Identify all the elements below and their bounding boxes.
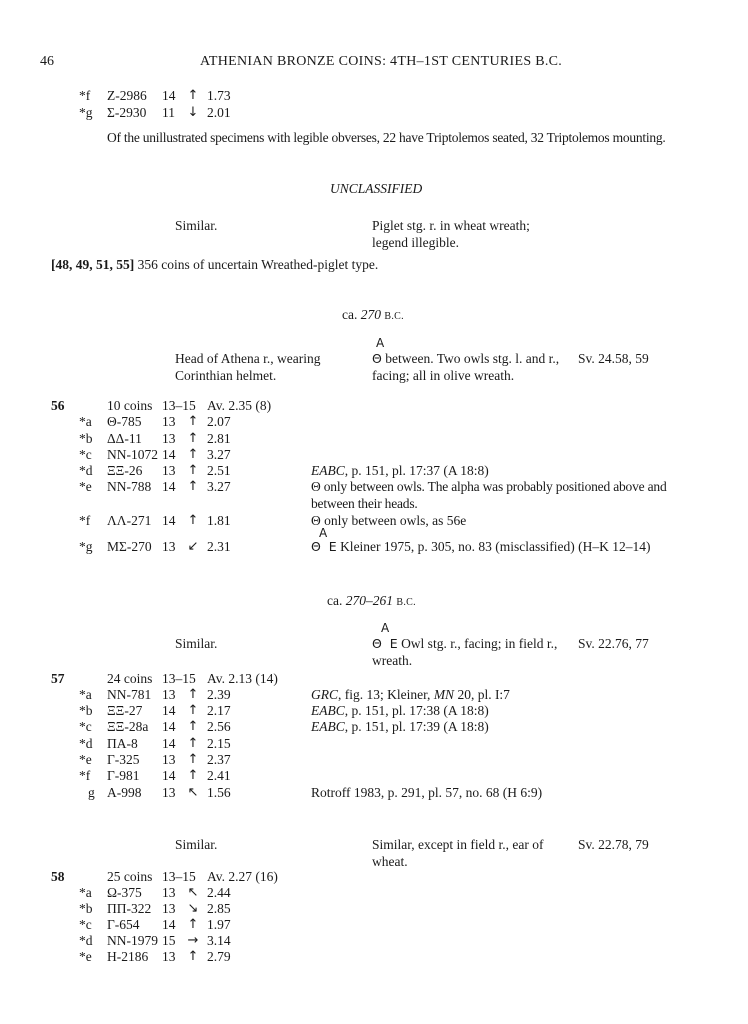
specimen-weight: 2.37 [207, 752, 231, 767]
specimen-row [0, 900, 748, 917]
die-axis-arrow-icon: ↑ [187, 736, 199, 751]
specimen-catalog: ΠΑ-8 [107, 736, 138, 751]
specimen-row [0, 413, 748, 430]
specimen-weight: 1.73 [207, 88, 231, 103]
specimen-axis: 13 [162, 752, 176, 767]
specimen-weight: 3.27 [207, 479, 231, 494]
specimen-weight: 2.85 [207, 901, 231, 916]
reference-text: , p. 151, pl. 17:39 (A 18:8) [344, 719, 489, 734]
specimen-axis: 13 [162, 785, 176, 800]
specimen-catalog: NN-788 [107, 479, 152, 494]
specimen-mark: *c [79, 719, 92, 734]
specimen-remark: Θ only between owls. The alpha was probably positioned above and between their heads. [311, 479, 667, 511]
alpha-monogram: A [319, 526, 328, 540]
specimen-mark: *e [79, 752, 92, 767]
specimen-catalog: ΔΔ-11 [107, 431, 142, 446]
specimen-row [0, 462, 748, 479]
specimen-axis: 14 [162, 479, 176, 494]
specimen-mark: *c [79, 447, 92, 462]
catalog-number: 57 [51, 671, 65, 686]
reference-text: Kleiner 1975, p. 305, no. 83 (misclassified) (H–K 12–14) [340, 539, 651, 554]
specimen-axis: 14 [162, 768, 176, 783]
die-axis-arrow-icon: ↑ [187, 447, 199, 462]
specimen-row [0, 784, 748, 801]
specimen-reference [311, 702, 489, 719]
die-axis-arrow-icon: → [187, 933, 199, 948]
publication-abbrev: EABC [311, 703, 345, 718]
specimen-row [0, 446, 748, 463]
specimen-mark: *e [79, 479, 92, 494]
theta-epsilon-monogram: Θ Ε [311, 539, 337, 554]
publication-abbrev: EABC [311, 463, 345, 478]
specimen-row [0, 538, 748, 555]
die-axis-arrow-icon: ↖ [187, 785, 199, 800]
specimen-row [0, 430, 748, 447]
svoronos-reference: Sv. 22.76, 77 [578, 636, 649, 651]
specimen-axis: 13 [162, 885, 176, 900]
publication-abbrev: GRC [311, 687, 338, 702]
specimen-row [0, 751, 748, 768]
date-value: 270–261 [345, 593, 393, 608]
die-axis-arrow-icon: ↑ [187, 752, 199, 767]
catalog-number: 58 [51, 869, 65, 884]
specimen-mark: *b [79, 901, 93, 916]
specimen-catalog: Θ-785 [107, 414, 142, 429]
specimen-row [0, 702, 748, 719]
specimen-axis: 15 [162, 933, 176, 948]
specimen-axis: 14 [162, 736, 176, 751]
coin-count: 24 coins [107, 671, 153, 686]
specimen-catalog: NN-1072 [107, 447, 158, 462]
specimen-reference [311, 718, 489, 735]
die-axis-arrow-icon: ↑ [187, 719, 199, 734]
group-summary-row [0, 868, 748, 885]
specimen-mark: *d [79, 736, 93, 751]
alpha-monogram: A [381, 621, 390, 635]
specimen-weight: 2.17 [207, 703, 231, 718]
die-axis-arrow-icon: ↑ [187, 917, 199, 932]
specimen-mark: *f [79, 513, 91, 528]
specimen-weight: 3.14 [207, 933, 231, 948]
specimen-catalog: Ω-375 [107, 885, 142, 900]
size-range: 13–15 [162, 869, 196, 884]
specimen-mark: *a [79, 885, 92, 900]
date-era: B.C. [396, 597, 416, 608]
specimen-mark: *g [79, 105, 93, 120]
specimen-weight: 1.97 [207, 917, 231, 932]
obverse-description: Head of Athena r., wearing Corinthian helmet. [175, 351, 321, 383]
theta-epsilon-monogram: Θ Ε [372, 636, 398, 651]
die-axis-arrow-icon: ↑ [187, 414, 199, 429]
group-summary-row [0, 397, 748, 414]
die-axis-arrow-icon: ↑ [187, 431, 199, 446]
specimen-catalog: ΞΞ-28a [107, 719, 149, 734]
group-summary-row [0, 670, 748, 687]
specimen-axis: 14 [162, 719, 176, 734]
die-axis-arrow-icon: ↑ [187, 687, 199, 702]
specimen-weight: 1.81 [207, 513, 231, 528]
die-axis-arrow-icon: ↑ [187, 479, 199, 494]
die-axis-arrow-icon: ↑ [187, 768, 199, 783]
specimen-reference: Rotroff 1983, p. 291, pl. 57, no. 68 (H 6:9) [311, 785, 543, 800]
specimen-catalog: Γ-654 [107, 917, 140, 932]
date-prefix: ca. [342, 307, 358, 322]
date-era: B.C. [384, 311, 404, 322]
specimen-row [0, 735, 748, 752]
specimen-axis: 14 [162, 88, 176, 103]
date-heading [327, 592, 416, 611]
specimen-catalog: ΞΞ-26 [107, 463, 143, 478]
specimen-mark: g [88, 785, 95, 800]
specimen-mark: *a [79, 687, 92, 702]
die-axis-arrow-icon: ↓ [187, 105, 199, 120]
reference-text: , fig. 13; Kleiner, [338, 687, 434, 702]
svoronos-reference: Sv. 24.58, 59 [578, 351, 649, 366]
specimen-row [0, 478, 748, 512]
catalog-number: 56 [51, 398, 65, 413]
die-axis-arrow-icon: ↑ [187, 949, 199, 964]
date-prefix: ca. [327, 593, 343, 608]
specimen-row [0, 104, 748, 121]
specimen-weight: 2.15 [207, 736, 231, 751]
reverse-text: between. Two owls stg. l. and r., facing; all in olive wreath. [372, 351, 560, 383]
die-axis-arrow-icon: ↑ [187, 88, 199, 103]
specimen-mark: *g [79, 539, 93, 554]
specimen-weight: 2.79 [207, 949, 231, 964]
reverse-description [372, 635, 567, 669]
specimen-row [0, 767, 748, 784]
specimen-axis: 14 [162, 447, 176, 462]
specimen-row [0, 87, 748, 104]
coin-count: 10 coins [107, 398, 153, 413]
date-heading [342, 306, 404, 325]
specimen-axis: 11 [162, 105, 175, 120]
specimen-weight: 1.56 [207, 785, 231, 800]
specimen-mark: *f [79, 768, 91, 783]
specimen-row [0, 932, 748, 949]
specimen-axis: 14 [162, 917, 176, 932]
specimen-catalog: NN-781 [107, 687, 152, 702]
specimen-catalog: Η-2186 [107, 949, 149, 964]
specimen-weight: 2.39 [207, 687, 231, 702]
reverse-description: Piglet stg. r. in wheat wreath; legend illegible. [372, 218, 530, 250]
reverse-text: Owl stg. r., facing; in field r., wreath. [372, 636, 558, 668]
specimen-mark: *e [79, 949, 92, 964]
specimen-row [0, 916, 748, 933]
specimen-axis: 13 [162, 687, 176, 702]
specimen-mark: *b [79, 431, 93, 446]
die-axis-arrow-icon: ↑ [187, 513, 199, 528]
specimen-row [0, 512, 748, 529]
alpha-monogram: A [376, 336, 385, 350]
reference-numbers: [48, 49, 51, 55] [51, 257, 135, 272]
specimen-weight: 2.07 [207, 414, 231, 429]
specimen-weight: 2.41 [207, 768, 231, 783]
specimen-axis: 13 [162, 414, 176, 429]
specimen-mark: *a [79, 414, 92, 429]
size-range: 13–15 [162, 671, 196, 686]
coin-count: 25 coins [107, 869, 153, 884]
specimen-axis: 13 [162, 539, 176, 554]
publication-abbrev: EABC [311, 719, 345, 734]
specimen-catalog: Σ-2930 [107, 105, 147, 120]
specimen-weight: 2.01 [207, 105, 231, 120]
specimen-reference [311, 538, 651, 555]
specimen-mark: *f [79, 88, 91, 103]
specimen-reference [311, 686, 510, 703]
specimen-mark: *d [79, 463, 93, 478]
specimen-row [0, 686, 748, 703]
average-weight: Av. 2.13 (14) [207, 671, 278, 686]
specimen-row [0, 718, 748, 735]
specimen-axis: 13 [162, 901, 176, 916]
specimen-weight: 2.31 [207, 539, 231, 554]
reference-text: , p. 151, pl. 17:37 (A 18:8) [344, 463, 489, 478]
obverse-description: Similar. [175, 218, 218, 233]
specimen-row [0, 948, 748, 965]
reverse-description: Similar, except in field r., ear of wheat. [372, 837, 544, 869]
specimen-catalog: Α-998 [107, 785, 142, 800]
obverse-description: Similar. [175, 636, 218, 651]
section-heading-unclassified: UNCLASSIFIED [330, 181, 423, 196]
specimen-weight: 2.81 [207, 431, 231, 446]
average-weight: Av. 2.35 (8) [207, 398, 272, 413]
unillustrated-note: Of the unillustrated specimens with legible obverses, 22 have Triptolemos seated, 32 Triptolemos mounting. [107, 130, 666, 145]
specimen-mark: *b [79, 703, 93, 718]
date-value: 270 [360, 307, 381, 322]
die-axis-arrow-icon: ↙ [187, 539, 199, 554]
specimen-weight: 2.56 [207, 719, 231, 734]
specimen-axis: 13 [162, 431, 176, 446]
running-title: ATHENIAN BRONZE COINS: 4TH–1ST CENTURIES B.C. [200, 54, 563, 69]
specimen-catalog: ΞΞ-27 [107, 703, 143, 718]
obverse-description: Similar. [175, 837, 218, 852]
average-weight: Av. 2.27 (16) [207, 869, 278, 884]
specimen-catalog: Γ-325 [107, 752, 140, 767]
specimen-row [0, 884, 748, 901]
specimen-catalog: Γ-981 [107, 768, 140, 783]
specimen-catalog: Z-2986 [107, 88, 147, 103]
specimen-catalog: NN-1979 [107, 933, 158, 948]
die-axis-arrow-icon: ↑ [187, 703, 199, 718]
reference-text: 20, pl. I:7 [454, 687, 510, 702]
page-number: 46 [40, 54, 54, 69]
specimen-axis: 13 [162, 949, 176, 964]
specimen-mark: *d [79, 933, 93, 948]
specimen-weight: 3.27 [207, 447, 231, 462]
theta-monogram: Θ [372, 351, 382, 366]
uncertain-type-note [51, 256, 378, 273]
publication-abbrev: MN [433, 687, 455, 702]
reference-text: , p. 151, pl. 17:38 (A 18:8) [344, 703, 489, 718]
size-range: 13–15 [162, 398, 196, 413]
specimen-weight: 2.51 [207, 463, 231, 478]
reverse-description [372, 350, 567, 384]
specimen-catalog: ΠΠ-322 [107, 901, 152, 916]
die-axis-arrow-icon: ↖ [187, 885, 199, 900]
specimen-reference [311, 462, 489, 479]
uncertain-type-text: 356 coins of uncertain Wreathed-piglet type. [137, 257, 379, 272]
specimen-axis: 14 [162, 513, 176, 528]
specimen-catalog: ΜΣ-270 [107, 539, 152, 554]
die-axis-arrow-icon: ↑ [187, 463, 199, 478]
svoronos-reference: Sv. 22.78, 79 [578, 837, 649, 852]
specimen-weight: 2.44 [207, 885, 231, 900]
specimen-mark: *c [79, 917, 92, 932]
specimen-axis: 13 [162, 463, 176, 478]
specimen-remark: Θ only between owls, as 56e [311, 513, 467, 528]
specimen-catalog: ΛΛ-271 [107, 513, 152, 528]
die-axis-arrow-icon: ↘ [187, 901, 199, 916]
specimen-axis: 14 [162, 703, 176, 718]
